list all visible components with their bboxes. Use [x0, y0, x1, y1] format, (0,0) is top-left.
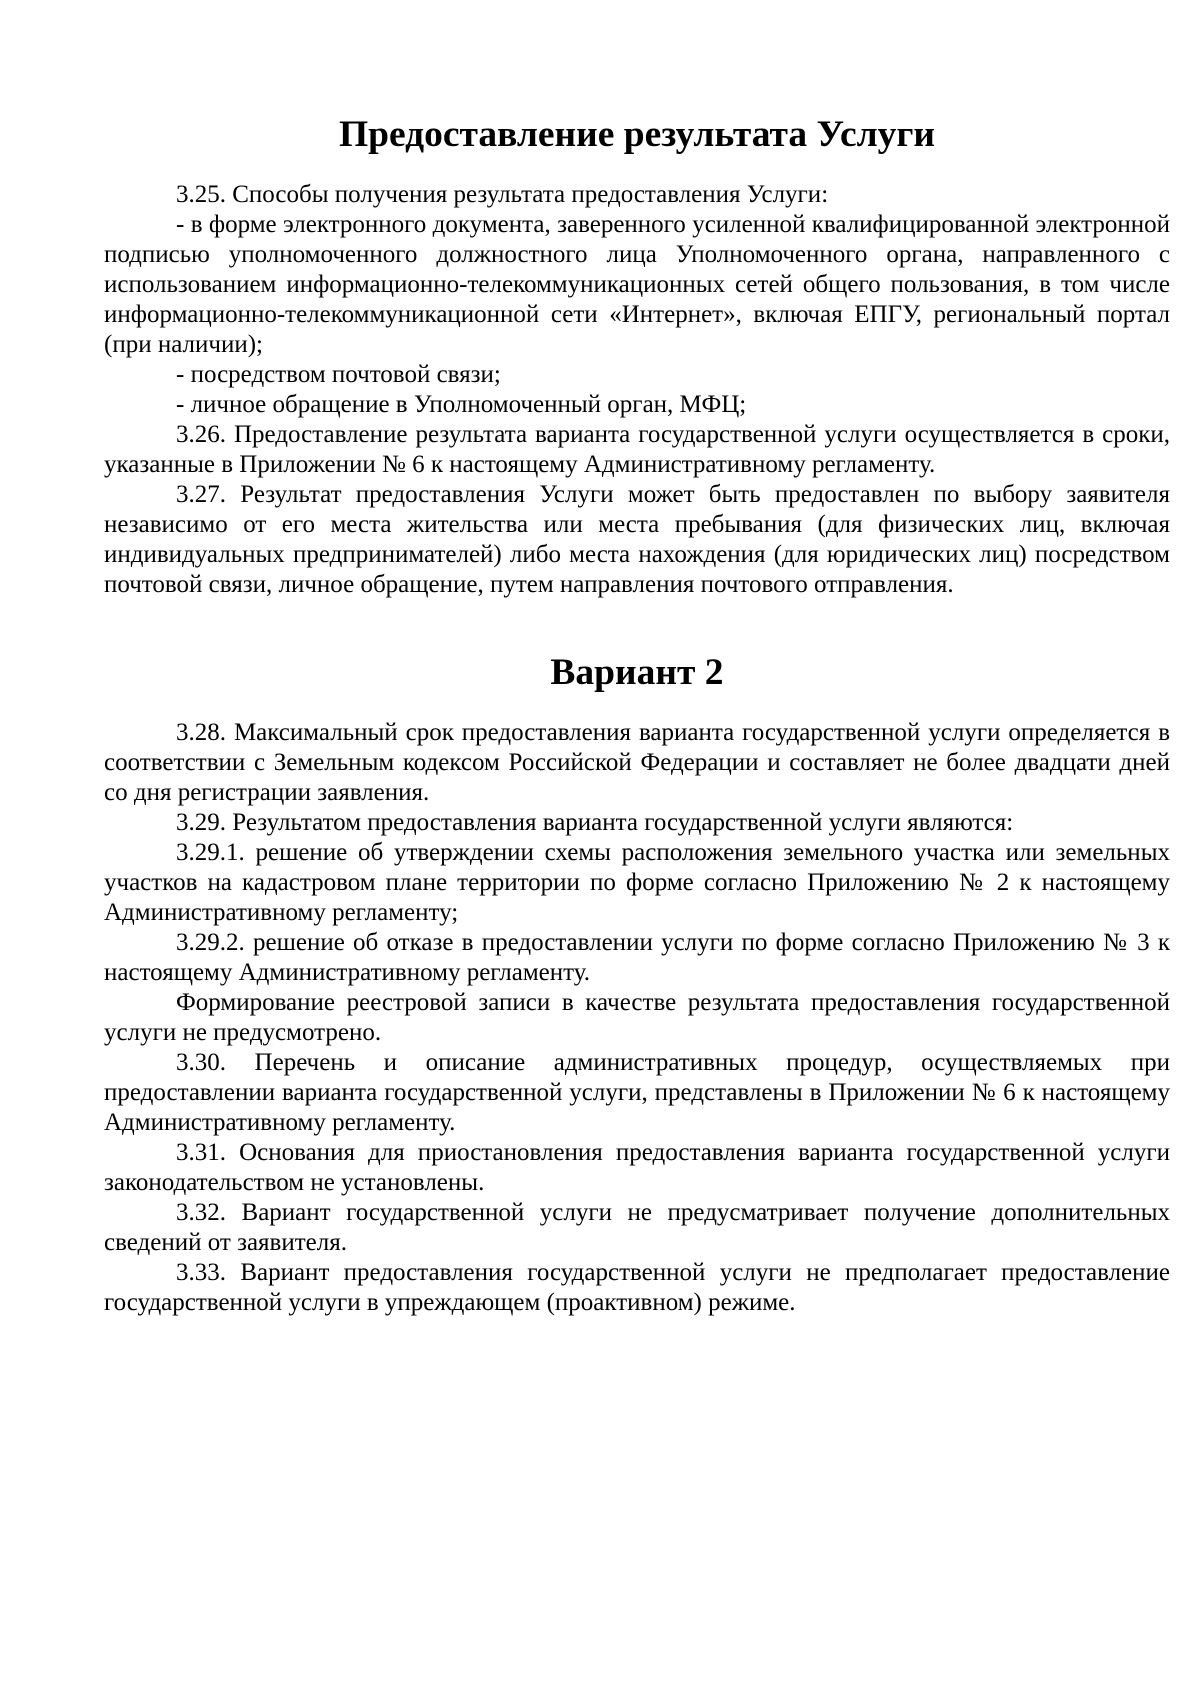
paragraph-3-31: 3.31. Основания для приостановления предоставления варианта государственной услуги законодательством не установлены.	[104, 1139, 1170, 1196]
paragraph-personal-visit: - личное обращение в Уполномоченный орган, МФЦ;	[176, 391, 747, 418]
paragraph-3-26: 3.26. Предоставление результата варианта государственной услуги осуществляется в сроки, указанные в Приложении № 6 к настоящему Административному регламенту.	[104, 421, 1170, 478]
paragraph-3-29-1: 3.29.1. решение об утверждении схемы расположения земельного участка или земельных участков на кадастровом плане территории по форме согласно Приложению № 2 к настоящему Административному регламенту;	[104, 839, 1170, 926]
paragraph-3-30: 3.30. Перечень и описание административных процедур, осуществляемых при предоставлении варианта государственной услуги, представлены в Приложении № 6 к настоящему Административному регламенту.	[104, 1049, 1170, 1136]
paragraph-3-28: 3.28. Максимальный срок предоставления варианта государственной услуги определяется в соответствии с Земельным кодексом Российской Федерации и составляет не более двадцати дней со дня регистрации заявления.	[104, 719, 1170, 806]
paragraph-3-29: 3.29. Результатом предоставления варианта государственной услуги являются:	[176, 809, 1014, 836]
paragraph-3-29-2: 3.29.2. решение об отказе в предоставлении услуги по форме согласно Приложению № 3 к настоящему Административному регламенту.	[104, 929, 1170, 986]
section-heading-variant-2: Вариант 2	[550, 652, 724, 693]
paragraph-registry-record: Формирование реестровой записи в качестве результата предоставления государственной услуги не предусмотрено.	[104, 989, 1170, 1046]
paragraph-3-33: 3.33. Вариант предоставления государственной услуги не предполагает предоставление государственной услуги в упреждающем (проактивном) режиме.	[104, 1259, 1170, 1316]
paragraph-3-32: 3.32. Вариант государственной услуги не предусматривает получение дополнительных сведений от заявителя.	[104, 1199, 1170, 1256]
document-page	[104, 114, 1170, 1318]
paragraph-3-27: 3.27. Результат предоставления Услуги может быть предоставлен по выбору заявителя независимо от его места жительства или места пребывания (для физических лиц, включая индивидуальных предпринимателей) либо места нахождения (для юридических лиц) посредством почтовой связи, личное обращение, путем направления почтового отправления.	[104, 481, 1170, 598]
paragraph-postal: - посредством почтовой связи;	[176, 361, 501, 388]
section-heading-result: Предоставление результата Услуги	[338, 114, 936, 155]
paragraph-3-25: 3.25. Способы получения результата предоставления Услуги:	[176, 181, 829, 208]
paragraph-electronic-document: - в форме электронного документа, заверенного усиленной квалифицированной электронной подписью уполномоченного должностного лица Уполномоченного органа, направленного с использованием информационно-телекоммуникационных сетей общего пользования, в том числе информационно-телекоммуникационной сети «Интернет», включая ЕПГУ, региональный портал (при наличии);	[104, 211, 1170, 358]
